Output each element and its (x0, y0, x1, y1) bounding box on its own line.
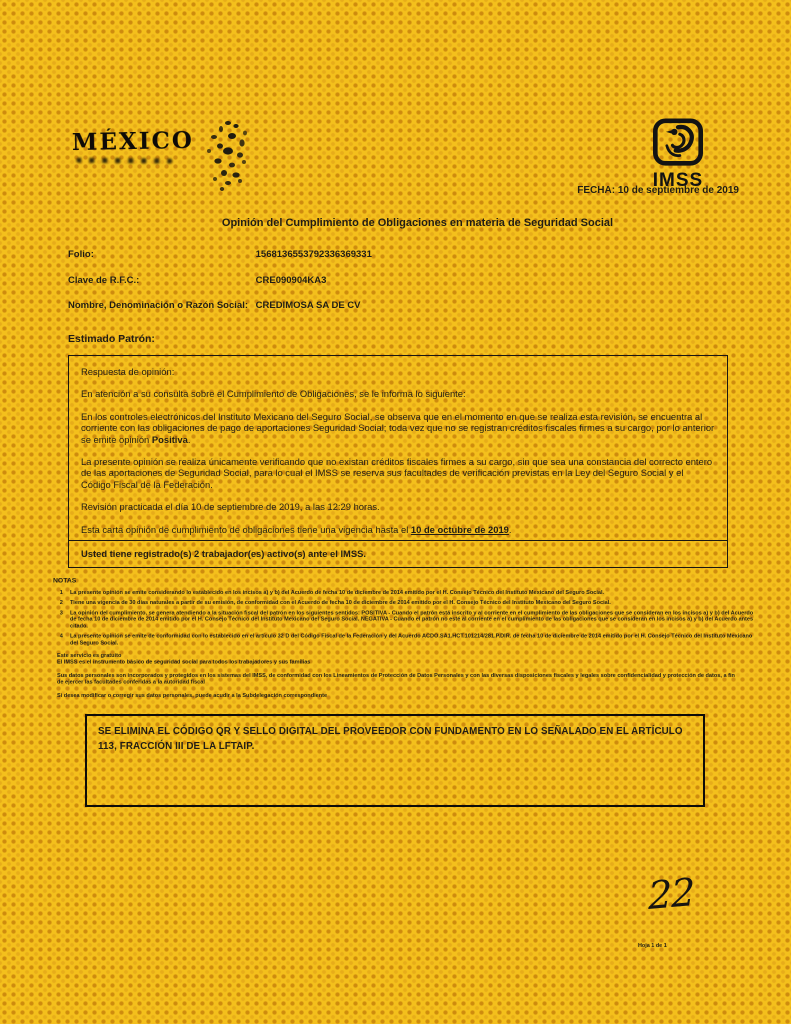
field-rfc (68, 275, 751, 286)
opinion-paragraph-1: En atención a su consulta sobre el Cumplimiento de Obligaciones, se le informa lo siguiente: (81, 388, 466, 400)
legal-line-datos-personales: Sus datos personales son incorporados y protegidos en los sistemas del IMSS, de conformidad con los Lineamientos de Protección de Datos Personales y con las diversas disposiciones fiscales y legales sobre confidencialidad y protección de datos, a fin de ejercer las facultades conferidas a la autoridad fiscal (57, 672, 735, 685)
validity-line-period: . (508, 523, 512, 535)
note-number: 1 (59, 589, 63, 596)
legal-line-imss: El IMSS es el instrumento básico de seguridad social para todos los trabajadores y sus familias (57, 658, 311, 665)
legal-line-gratuito: Este servicio es gratuito (57, 652, 122, 659)
opinion-paragraph-3: La presente opinión se realiza únicamente verificando que no existan créditos fiscales firmes a su cargo, sin que sea una constancia del correcto entero de las aportaciones de Seguridad Social, para lo cual el IMSS se reserva sus facultades de verificación previstas en la Ley del Seguro Social y el Código Fiscal de la Federación. (81, 456, 713, 490)
imss-logo (645, 118, 711, 192)
page-number: Hoja 1 de 1 (638, 942, 667, 949)
redaction-notice-box (85, 714, 705, 807)
opinion-body (69, 356, 727, 535)
redaction-notice-text: SE ELIMINA EL CÓDIGO QR Y SELLO DIGITAL DEL PROVEEDOR CON FUNDAMENTO EN LO SEÑALADO EN EL ARTÍCULO 113, FRACCIÓN III DE LA LFTAIP. (98, 726, 683, 752)
opinion-response-box (68, 355, 728, 568)
salutation: Estimado Patrón: (68, 333, 155, 345)
opinion-result-positiva: Positiva (151, 433, 188, 445)
razon-social-value: CREDIMOSA SA DE CV (255, 300, 361, 311)
note-text: La presente opinión se emite considerando lo establecido en los incisos a) y b) del Acuerdo de fecha 10 de diciembre de 2014 emitido por el H. Consejo Técnico del Instituto Mexicano del Seguro Social. (70, 589, 605, 596)
document-title: Opinión del Cumplimiento de Obligaciones en materia de Seguridad Social (221, 217, 614, 229)
razon-social-label: Nombre, Denominación o Razón Social: (68, 300, 248, 311)
stamp-smudge (76, 158, 172, 164)
imss-logo-text: IMSS (652, 170, 704, 191)
folio-label: Folio: (68, 249, 94, 260)
note-number: 4 (59, 632, 63, 639)
legal-line-subdelegacion: Si desea modificar o corregir sus datos personales, puede acudir a la Subdelegación correspondiente (57, 692, 328, 699)
revision-date-line: Revisión practicada el día 10 de septiembre de 2019, a las 12:29 horas. (81, 501, 380, 513)
imss-eagle-icon (652, 118, 704, 168)
handwritten-number: 22 (647, 869, 695, 919)
field-razon-social (68, 300, 751, 311)
opinion-heading: Respuesta de opinión: (81, 366, 175, 377)
opinion-paragraph-2-text: En los controles electrónicos del Instituto Mexicano del Seguro Social, se observa que en el momento en que se realiza esta revisión, se encuentra al corriente con las obligaciones de pago de aportaciones Seguridad Social; toda vez que no se registran créditos fiscales firmes a su cargo, por lo anterior se emite opinión (81, 410, 715, 445)
note-number: 3 (59, 609, 63, 616)
notes-section (53, 577, 757, 649)
note-item (53, 589, 757, 596)
note-text: Tiene una vigencia de 30 días naturales a partir de su emisión, de conformidad con el Acuerdo de fecha 10 de diciembre de 2014 emitido por el H. Consejo Técnico del Instituto Mexicano del Seguro Social. (70, 599, 611, 606)
mexico-logo-text: MÉXICO (71, 126, 195, 157)
opinion-paragraph-2-period: . (187, 433, 191, 445)
legal-footer (57, 652, 740, 699)
emblem-stamp-icon (192, 116, 264, 199)
validity-date: 10 de octubre de 2019 (410, 523, 509, 535)
mexico-government-logo (72, 127, 195, 164)
note-item (53, 599, 757, 606)
rfc-value: CRE090904KA3 (255, 275, 327, 286)
folio-value: 1568136553792336369331 (255, 249, 372, 260)
notes-heading: NOTAS (53, 577, 77, 585)
note-text: La opinión del cumplimiento, se genera atendiendo a la situación fiscal del patrón en los siguientes sentidos: POSITIVA - Cuando el patrón está inscrito y al corriente en el cumplimiento de las obligaciones que se consideran en los incisos a) y b) del Acuerdo de fecha 10 de diciembre de 2014 emitido por el H. Consejo Técnico del Instituto Mexicano del Seguro Social. NEGATIVA - Cuando el patrón no esté al corriente en el cumplimiento de las obligaciones que se consideran en los incisos a) y b) del Acuerdo antes citado. (70, 609, 754, 629)
document-date: FECHA: 10 de septiembre de 2019 (577, 185, 739, 196)
note-text: La presente opinión se emite de conformidad con lo establecido en el artículo 32 D del Código Fiscal de la Federación y del Acuerdo ACDO.SA1.HCT.101214/281.P.DIR. de fecha 10 de diciembre de 2014 emitido por el H. Consejo Técnico del Instituto Mexicano del Seguro Social. (70, 632, 753, 646)
rfc-label: Clave de R.F.C.: (68, 275, 140, 286)
validity-line (81, 524, 715, 535)
opinion-paragraph-2 (81, 411, 715, 445)
validity-line-text: Esta carta opinión de cumplimiento de obligaciones tiene una vigencia hasta el (81, 523, 411, 535)
note-item (53, 609, 757, 629)
note-number: 2 (59, 599, 63, 606)
field-folio (68, 249, 751, 260)
registered-workers-line: Usted tiene registrado(s) 2 trabajador(es) activo(s) ante el IMSS. (69, 540, 727, 567)
note-item (53, 633, 757, 646)
